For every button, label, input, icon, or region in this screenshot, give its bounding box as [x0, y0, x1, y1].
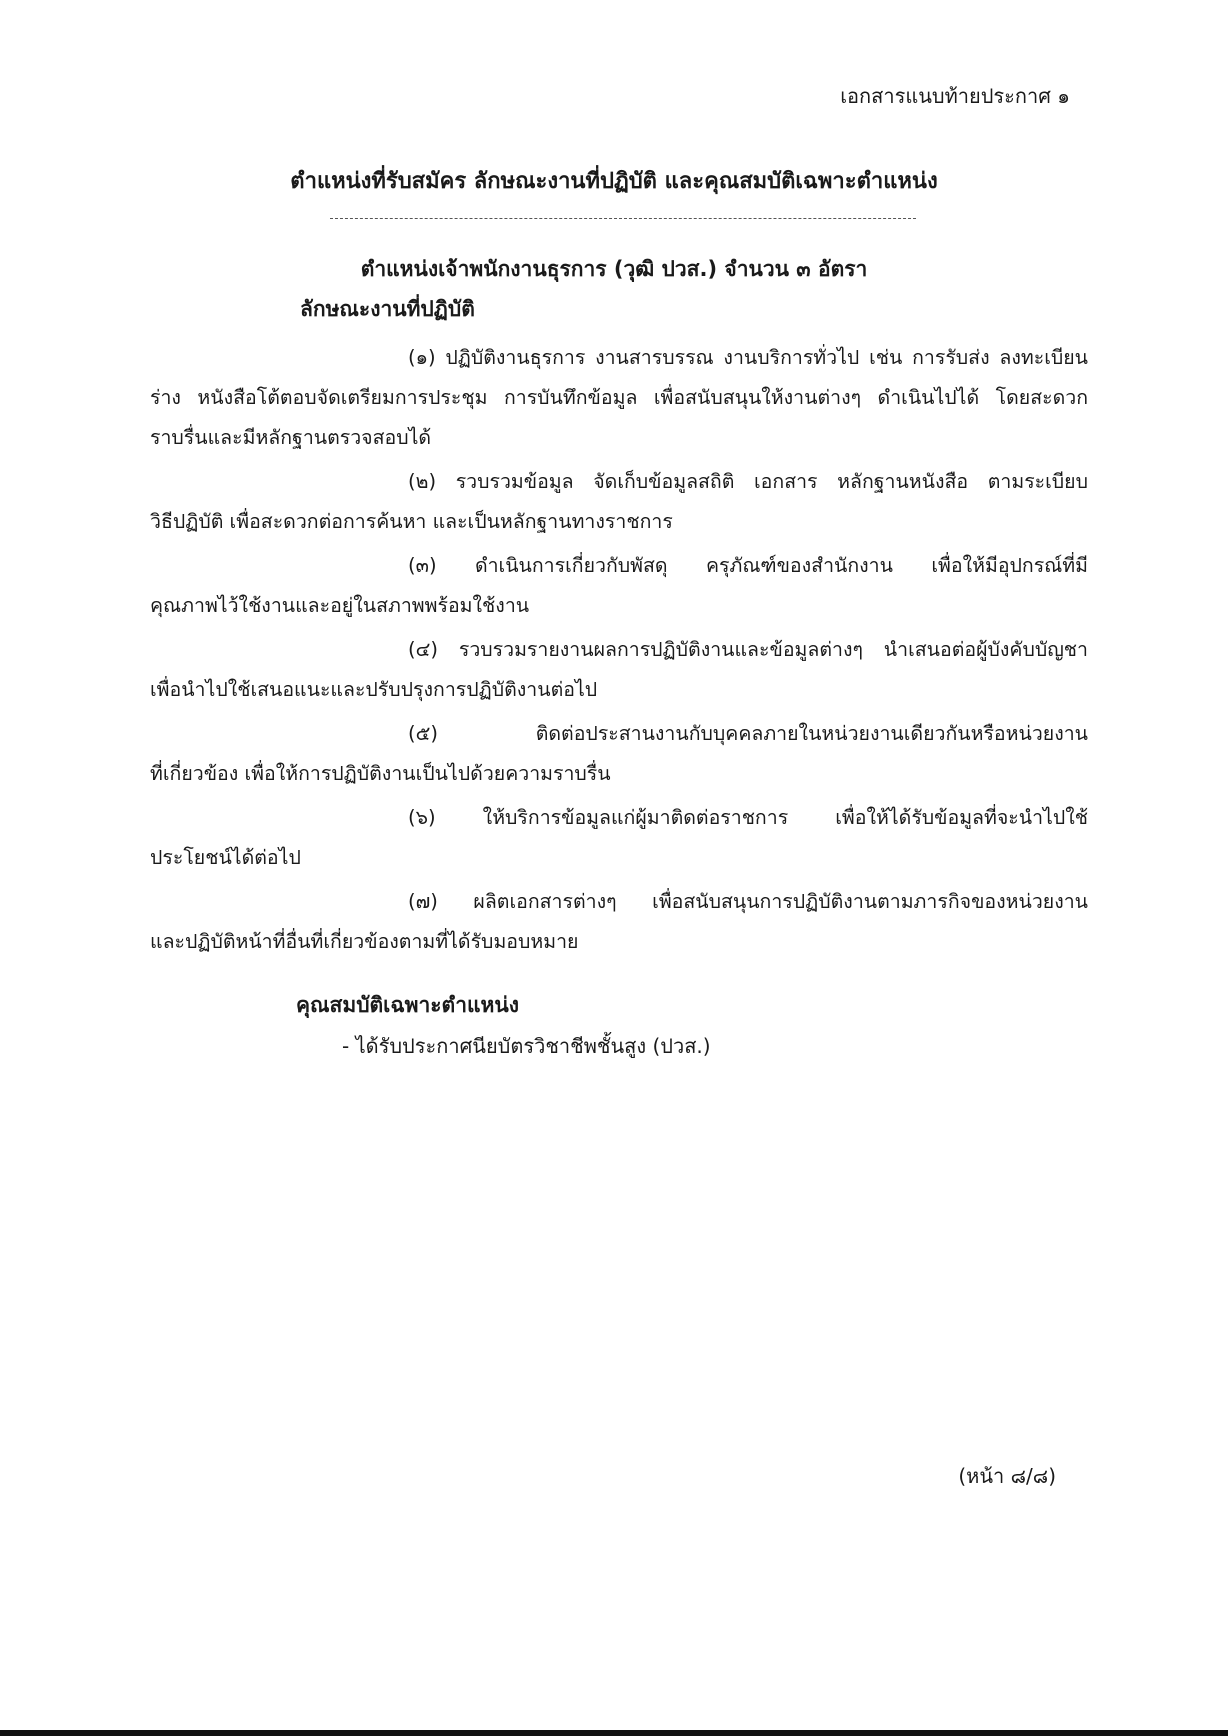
duty-line: (๕) ติดต่อประสานงานกับบุคคลภายในหน่วยงานเดียวกันหรือหน่วยงาน — [408, 722, 1088, 745]
duties-heading: ลักษณะงานที่ปฏิบัติ — [300, 297, 475, 321]
duty-item — [150, 546, 1088, 626]
title-divider — [330, 218, 916, 219]
position-line: ตำแหน่งเจ้าพนักงานธุรการ (วุฒิ ปวส.) จำนวน ๓ อัตรา — [360, 257, 868, 281]
duty-line: และปฏิบัติหน้าที่อื่นที่เกี่ยวข้องตามที่ได้รับมอบหมาย — [150, 930, 579, 953]
duty-line: (๖) ให้บริการข้อมูลแก่ผู้มาติดต่อราชการ เพื่อให้ได้รับข้อมูลที่จะนำไปใช้ — [408, 806, 1088, 829]
duties-list — [150, 338, 1088, 962]
duty-line: (๓) ดำเนินการเกี่ยวกับพัสดุ ครุภัณฑ์ของสำนักงาน เพื่อให้มีอุปกรณ์ที่มี — [408, 554, 1088, 577]
qualifications-heading: คุณสมบัติเฉพาะตำแหน่ง — [296, 993, 519, 1017]
duty-line: (๔) รวบรวมรายงานผลการปฏิบัติงานและข้อมูลต่างๆ นำเสนอต่อผู้บังคับบัญชา — [408, 638, 1088, 661]
duty-item — [150, 714, 1088, 794]
document-title: ตำแหน่งที่รับสมัคร ลักษณะงานที่ปฏิบัติ และคุณสมบัติเฉพาะตำแหน่ง — [290, 169, 938, 194]
scan-bottom-edge — [0, 1730, 1228, 1736]
duty-item — [150, 630, 1088, 710]
duty-line: วิธีปฏิบัติ เพื่อสะดวกต่อการค้นหา และเป็นหลักฐานทางราชการ — [150, 510, 673, 533]
duty-line: (๑) ปฏิบัติงานธุรการ งานสารบรรณ งานบริการทั่วไป เช่น การรับส่ง ลงทะเบียน — [408, 346, 1088, 369]
duty-item — [150, 338, 1088, 458]
annex-label: เอกสารแนบท้ายประกาศ ๑ — [840, 84, 1070, 108]
duty-line: คุณภาพไว้ใช้งานและอยู่ในสภาพพร้อมใช้งาน — [150, 594, 530, 617]
duty-line: ที่เกี่ยวข้อง เพื่อให้การปฏิบัติงานเป็นไปด้วยความราบรื่น — [150, 762, 611, 785]
duty-line: (๒) รวบรวมข้อมูล จัดเก็บข้อมูลสถิติ เอกสาร หลักฐานหนังสือ ตามระเบียบ — [408, 470, 1088, 493]
duty-line: (๗) ผลิตเอกสารต่างๆ เพื่อสนับสนุนการปฏิบัติงานตามภารกิจของหน่วยงาน — [408, 890, 1088, 913]
duty-item — [150, 882, 1088, 962]
duty-line: ราบรื่นและมีหลักฐานตรวจสอบได้ — [150, 426, 432, 449]
duty-item — [150, 798, 1088, 878]
qualification-item: - ได้รับประกาศนียบัตรวิชาชีพชั้นสูง (ปวส.) — [342, 1034, 711, 1058]
duty-line: เพื่อนำไปใช้เสนอแนะและปรับปรุงการปฏิบัติงานต่อไป — [150, 678, 598, 701]
page-number: (หน้า ๘/๘) — [958, 1464, 1056, 1488]
duty-line: ประโยชน์ได้ต่อไป — [150, 846, 301, 869]
duty-line: ร่าง หนังสือโต้ตอบจัดเตรียมการประชุม การบันทึกข้อมูล เพื่อสนับสนุนให้งานต่างๆ ดำเนินไปได้ โดยสะดวก — [150, 386, 1088, 409]
duty-item — [150, 462, 1088, 542]
